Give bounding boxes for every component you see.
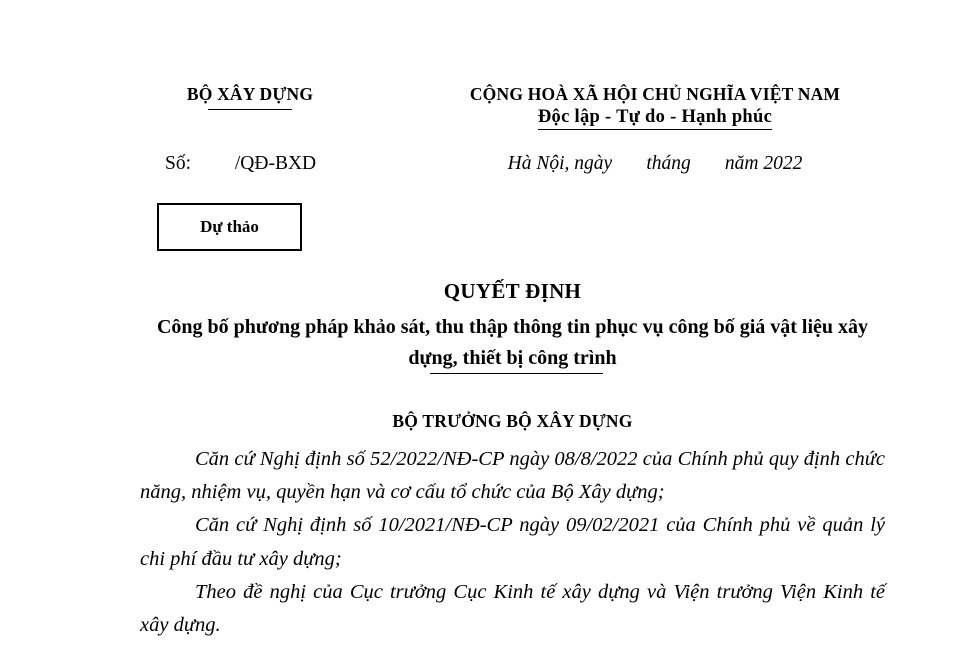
org-name: BỘ XÂY DỰNG [186, 84, 314, 104]
org-underline-rule [208, 109, 292, 110]
document-title: QUYẾT ĐỊNH [443, 279, 582, 303]
issuer-heading: BỘ TRƯỞNG BỘ XÂY DỰNG [392, 411, 633, 431]
national-header [420, 84, 890, 130]
body-paragraph: Căn cứ Nghị định số 52/2022/NĐ-CP ngày 08/8/2022 của Chính phủ quy định chức năng, nhiệm vụ, quyền hạn và cơ cấu tổ chức của Bộ Xây dựng; [140, 448, 885, 504]
motto-line: Độc lập - Tự do - Hạnh phúc [538, 107, 772, 130]
document-number-line: Số: /QĐ-BXD [165, 153, 317, 174]
subtitle-separator-rule [430, 373, 603, 374]
body-paragraph: Theo đề nghị của Cục trưởng Cục Kinh tế xây dựng và Viện trưởng Viện Kinh tế xây dựng. [140, 580, 885, 637]
document-body [140, 443, 885, 642]
document-subtitle: Công bố phương pháp khảo sát, thu thập thông tin phục vụ công bố giá vật liệu xây dựng, thiết bị công trình [156, 316, 869, 369]
draft-stamp-box [157, 203, 302, 251]
org-header [140, 84, 360, 110]
body-paragraph: Căn cứ Nghị định số 10/2021/NĐ-CP ngày 09/02/2021 của Chính phủ về quản lý chi phí đầu tư xây dựng; [140, 514, 885, 570]
draft-label: Dự thảo [200, 217, 259, 236]
place-date-line: Hà Nội, ngày tháng năm 2022 [507, 153, 803, 174]
country-line: CỘNG HOÀ XÃ HỘI CHỦ NGHĨA VIỆT NAM [469, 84, 841, 104]
